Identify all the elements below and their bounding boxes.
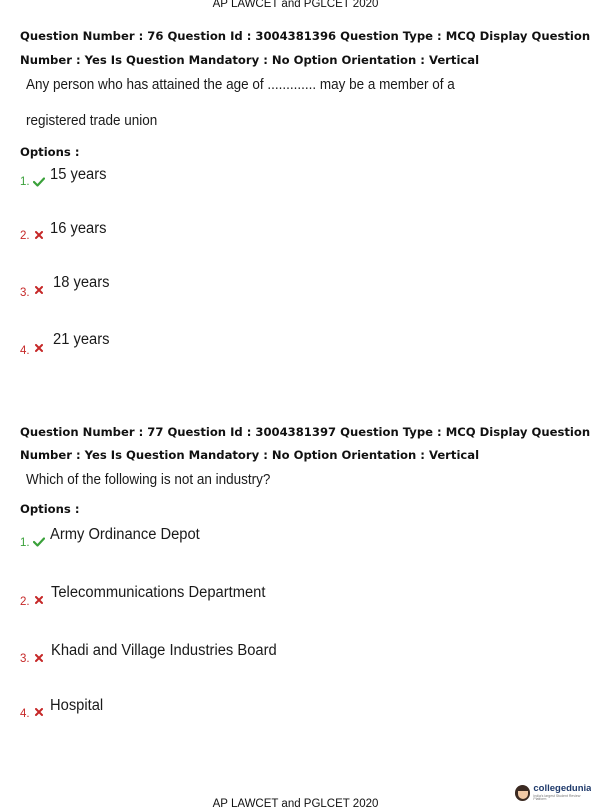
option-number: 4.: [20, 708, 30, 720]
option-number: 1.: [20, 176, 30, 188]
question-text: Which of the following is not an industry?: [26, 472, 271, 488]
question-meta-line1: Question Number : 76 Question Id : 3004381396 Question Type : MCQ Display Question: [20, 29, 591, 43]
option-number: 4.: [20, 345, 30, 357]
option-text: 21 years: [53, 331, 110, 348]
page-footer: AP LAWCET and PGLCET 2020: [212, 798, 379, 810]
cross-icon: [33, 652, 45, 664]
options-label: Options :: [20, 502, 80, 516]
question-meta-line1: Question Number : 77 Question Id : 3004381397 Question Type : MCQ Display Question: [20, 425, 591, 439]
question-meta-line2: Number : Yes Is Question Mandatory : No Option Orientation : Vertical: [20, 448, 480, 462]
cross-icon: [33, 594, 45, 606]
option-number: 1.: [20, 537, 30, 549]
question-text: Any person who has attained the age of ............. may be a member of a: [26, 77, 455, 93]
logo-name: collegedunia: [533, 783, 591, 795]
option-text: Hospital: [50, 697, 104, 714]
cross-icon: [33, 229, 45, 241]
option-text: Khadi and Village Industries Board: [51, 642, 277, 659]
option-number: 3.: [20, 653, 30, 665]
check-icon: [33, 536, 45, 548]
option-text: 15 years: [50, 166, 107, 183]
option-text: Telecommunications Department: [51, 584, 266, 601]
option-number: 3.: [20, 287, 30, 299]
page-header: AP LAWCET and PGLCET 2020: [212, 0, 379, 10]
cross-icon: [33, 284, 45, 296]
option-text: Army Ordinance Depot: [50, 526, 200, 543]
options-label: Options :: [20, 145, 80, 159]
logo-tagline: India's largest Student Review Platform: [533, 793, 581, 802]
question-text-continued: registered trade union: [26, 113, 158, 129]
cross-icon: [33, 342, 45, 354]
option-text: 18 years: [53, 274, 110, 291]
check-icon: [33, 176, 45, 188]
option-number: 2.: [20, 230, 30, 242]
option-text: 16 years: [50, 220, 107, 237]
option-number: 2.: [20, 596, 30, 608]
question-meta-line2: Number : Yes Is Question Mandatory : No Option Orientation : Vertical: [20, 53, 480, 67]
cross-icon: [33, 706, 45, 718]
